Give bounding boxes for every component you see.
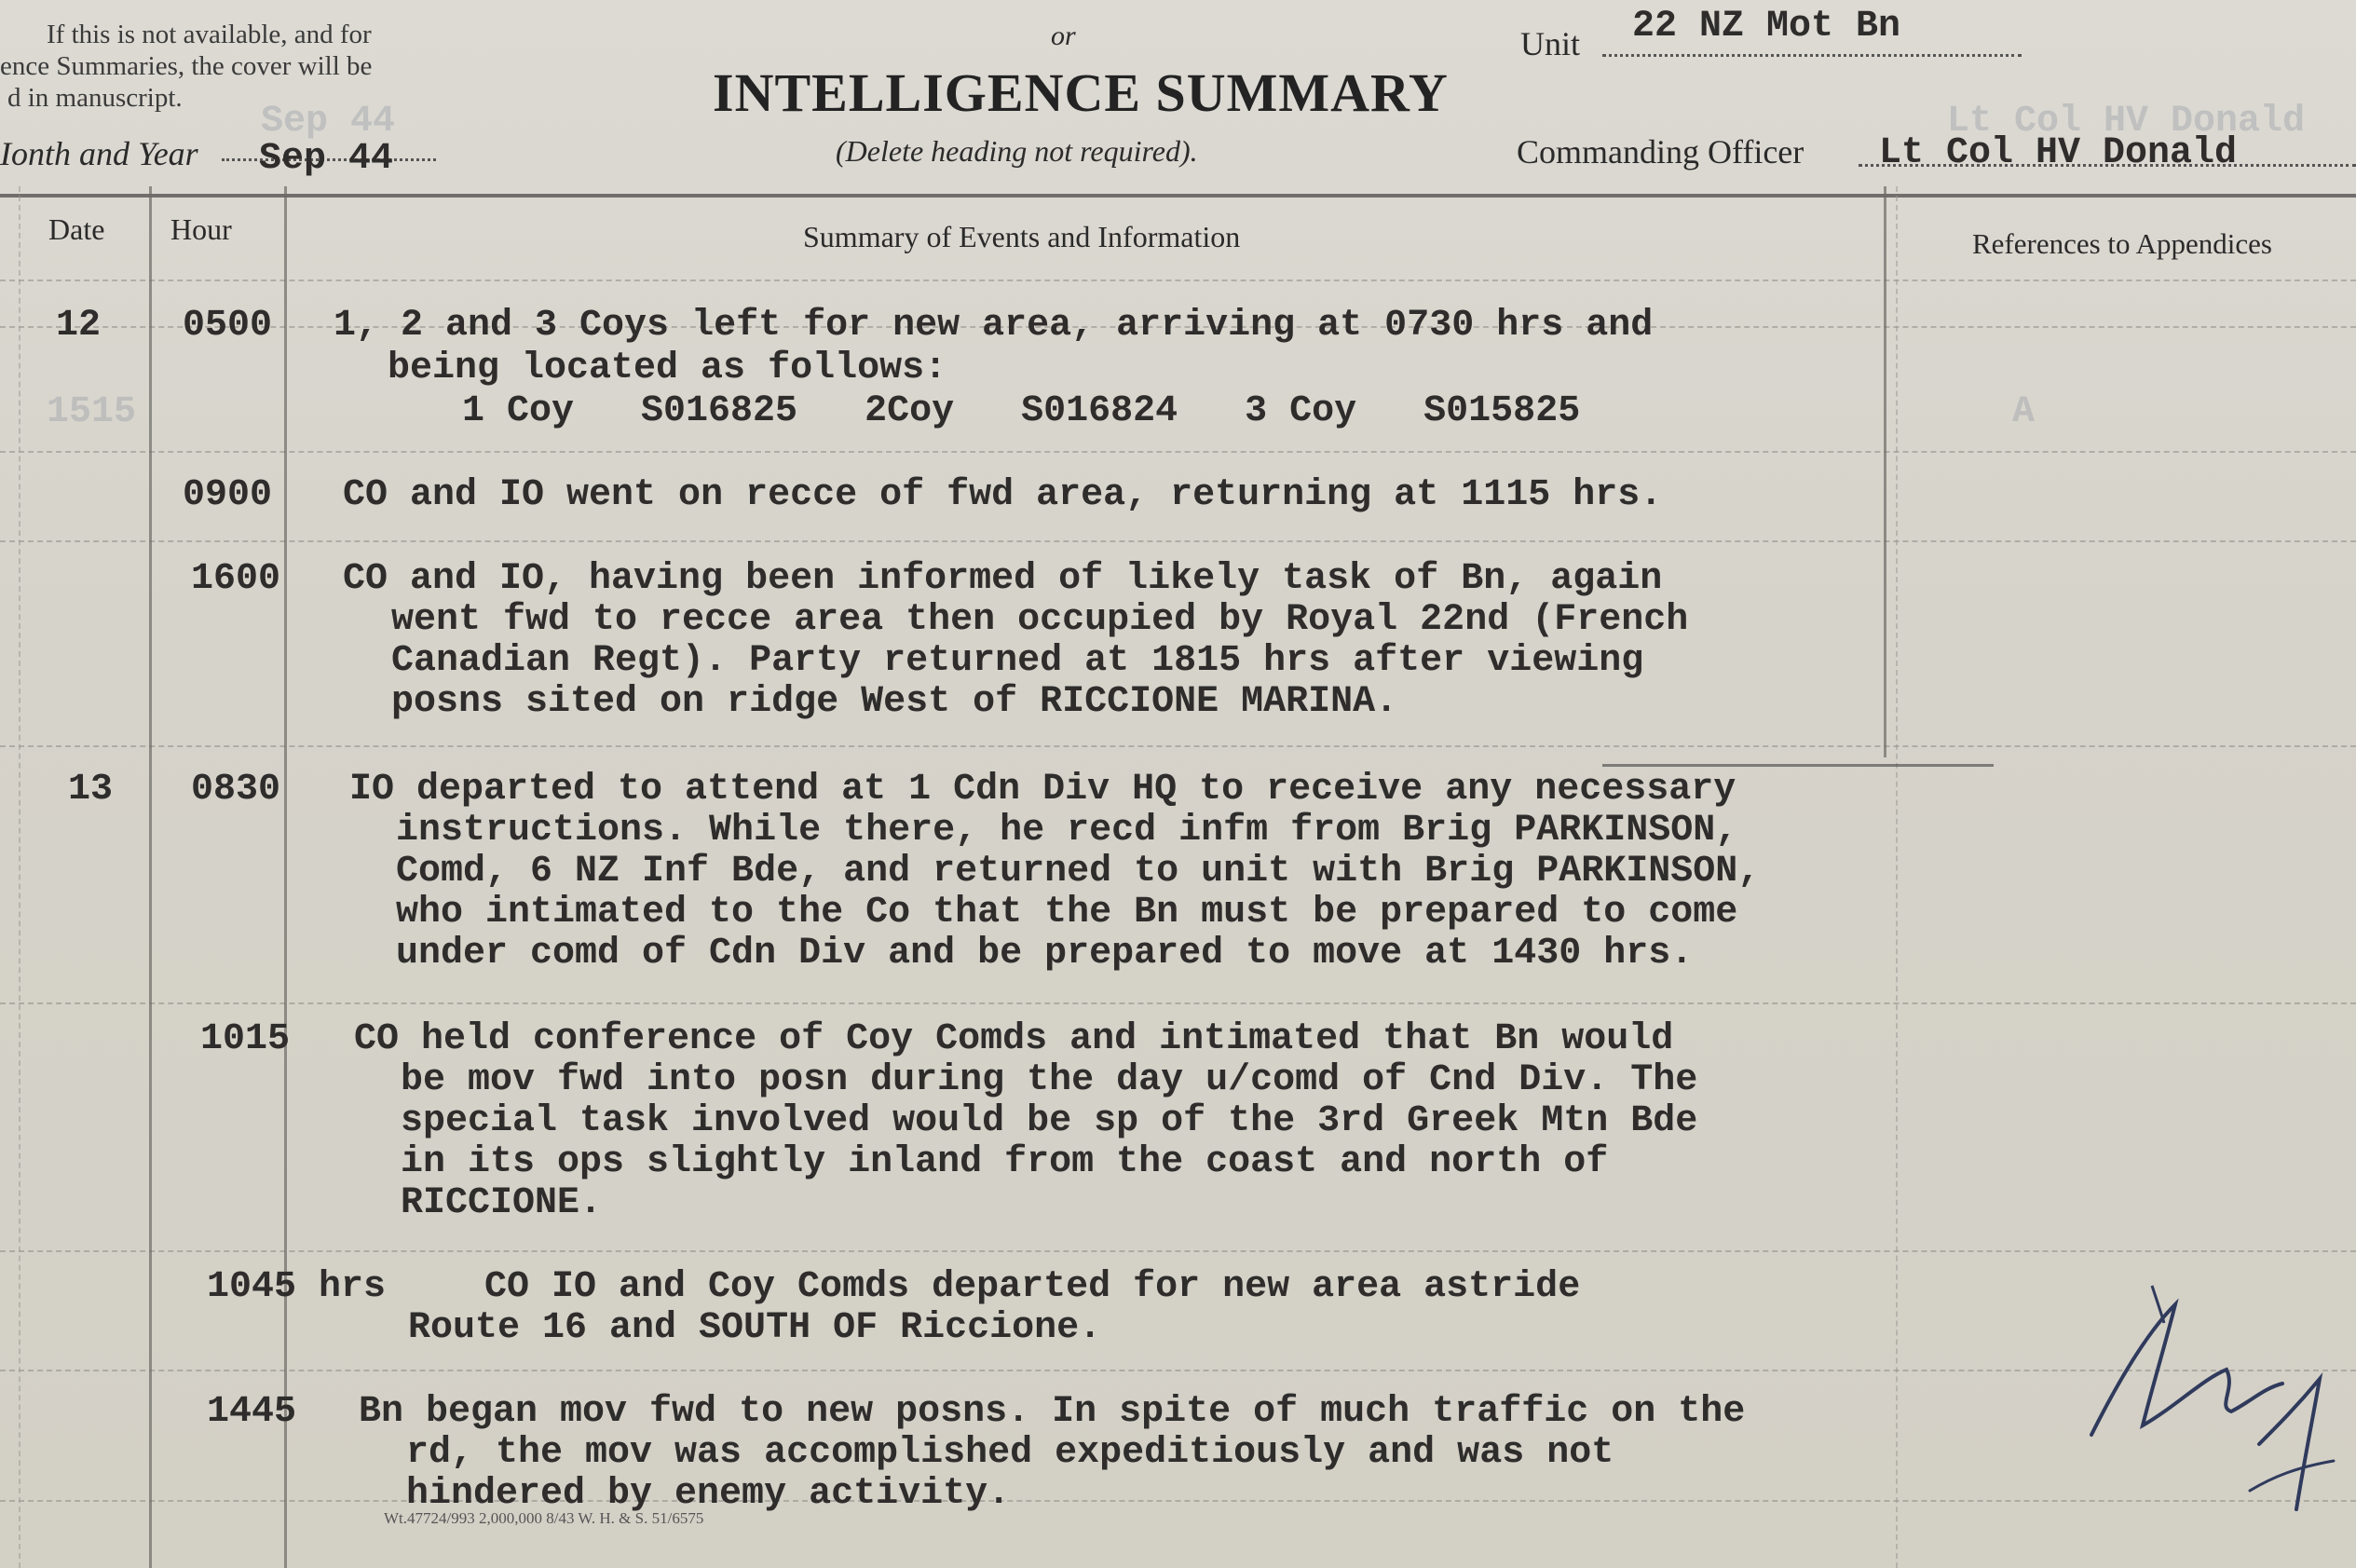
printer-imprint: Wt.47724/993 2,000,000 8/43 W. H. & S. 51/6575 [384,1509,704,1527]
ruled-line [0,745,2356,747]
entry-text-line: CO IO and Coy Comds departed for new area astride [484,1266,1581,1308]
entry-text-line: CO and IO went on recce of fwd area, returning at 1115 hrs. [343,474,1663,516]
document-title: INTELLIGENCE SUMMARY [713,62,1449,123]
margin-line [19,186,20,1568]
column-header-date: Date [48,212,105,246]
bleed-through-text: 1515 [47,391,137,433]
entry-text-line: 1 Coy S016825 2Coy S016824 3 Coy S015825 [462,390,1581,432]
column-header-summary: Summary of Events and Information [803,220,1241,253]
ruled-line [0,1370,2356,1371]
entry-hour: 1015 [200,1018,291,1060]
entry-text-line: instructions. While there, he recd infm from Brig PARKINSON, [396,810,1738,852]
entry-hour: 1600 [191,558,281,600]
entry-hour: 0500 [183,305,273,347]
ruled-line [0,1500,2356,1502]
entry-text-line: Bn began mov fwd to new posns. In spite of much traffic on the [359,1391,1746,1433]
column-header-references: References to Appendices [1972,227,2272,260]
header-rule [0,194,2356,198]
date-column-divider [149,186,152,1568]
entry-text-line: under comd of Cdn Div and be prepared to move at 1430 hrs. [396,933,1694,975]
entry-text-line: CO held conference of Coy Comds and intimated that Bn would [354,1018,1674,1060]
entry-text-line: Canadian Regt). Party returned at 1815 hrs after viewing [391,640,1644,682]
refs-column-divider [1884,186,1886,757]
entry-text-line: CO and IO, having been informed of likely task of Bn, again [343,558,1663,600]
entry-hour: 1445 [207,1391,297,1433]
top-note-line: If this is not available, and for [47,20,372,49]
entry-date: 12 [56,305,102,347]
entry-hour: 1045 hrs [207,1266,387,1308]
entry-date: 13 [68,769,114,811]
top-note [0,19,372,114]
unit-label: Unit [1520,25,1581,62]
entry-text-line: being located as follows: [388,348,947,389]
entry-text-line: rd, the mov was accomplished expeditiously and was not [406,1432,1614,1474]
ruled-line [0,540,2356,542]
commanding-officer-value: Lt Col HV Donald [1879,132,2238,174]
entry-text-line: hindered by enemy activity. [406,1473,1011,1515]
bleed-through-text: Sep 44 [261,101,396,143]
month-year-value: Sep 44 [259,138,394,180]
commanding-officer-label: Commanding Officer [1517,133,1804,170]
entry-text-line: IO departed to attend at 1 Cdn Div HQ to receive any necessary [349,769,1736,811]
ruled-line [0,280,2356,281]
entry-text-line: who intimated to the Co that the Bn must be prepared to come [396,892,1738,934]
hour-column-divider [284,186,287,1568]
entry-hour: 0830 [191,769,281,811]
handwritten-signature [2063,1248,2343,1528]
entry-text-line: Comd, 6 NZ Inf Bde, and returned to unit with Brig PARKINSON, [396,851,1761,893]
entry-text-line: be mov fwd into posn during the day u/comd of Cnd Div. The [401,1059,1698,1101]
entry-text-line: RICCIONE. [401,1182,603,1224]
column-header-hour: Hour [170,212,232,246]
ruled-line [0,451,2356,453]
entry-text-line: Route 16 and SOUTH OF Riccione. [408,1307,1102,1349]
top-note-line: d in manuscript. [7,83,183,113]
ruled-line [0,1002,2356,1004]
refs-column-end-rule [1602,764,1994,767]
entry-hour: 0900 [183,474,273,516]
top-note-line: ence Summaries, the cover will be [0,51,373,81]
or-text: or [1051,20,1076,51]
ruled-line [0,1250,2356,1252]
entry-text-line: 1, 2 and 3 Coys left for new area, arriving at 0730 hrs and [334,305,1654,347]
delete-note: (Delete heading not required). [836,134,1198,168]
unit-dotted-line [1602,54,2022,57]
entry-text-line: in its ops slightly inland from the coast and north of [401,1141,1609,1183]
bleed-through-text: Lt Col HV Donald [1947,101,2306,143]
unit-value: 22 NZ Mot Bn [1632,6,1901,48]
bleed-through-text: A [2012,391,2036,433]
entry-text-line: went fwd to recce area then occupied by Royal 22nd (French [391,599,1689,641]
entry-text-line: special task involved would be sp of the 3rd Greek Mtn Bde [401,1100,1698,1142]
refs-column-faint-line [1896,186,1898,1568]
entry-text-line: posns sited on ridge West of RICCIONE MARINA. [391,681,1398,723]
month-year-label: Ionth and Year [0,135,198,172]
